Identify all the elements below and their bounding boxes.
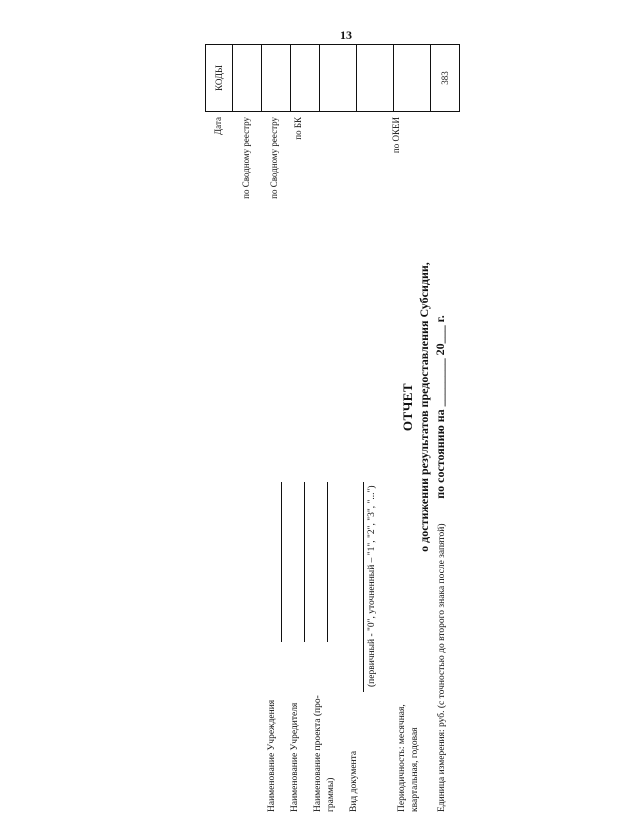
code-cell-registry-1[interactable] xyxy=(262,45,291,112)
label-periodicity-cont: квартальная, годовая xyxy=(410,727,420,812)
label-doc-type: Вид документа xyxy=(349,750,359,812)
project-line[interactable] xyxy=(327,482,328,642)
code-cell-date[interactable] xyxy=(233,45,262,112)
code-cell-blank-2[interactable] xyxy=(394,45,431,112)
institution-line[interactable] xyxy=(281,482,282,642)
code-label-bk: по БК xyxy=(293,117,303,140)
label-unit: Единица измерения: руб. (с точностью до второго знака после запятой) xyxy=(437,523,447,812)
code-cell-bk[interactable] xyxy=(320,45,357,112)
doc-type-hint: (первичный - "0", уточненный – "1", "2", "3", "...") xyxy=(367,485,377,687)
code-label-registry-1: по Сводному реестру xyxy=(241,117,251,199)
report-title: ОТЧЕТ xyxy=(400,382,415,432)
codes-header: КОДЫ xyxy=(206,45,233,112)
code-cell-registry-2[interactable] xyxy=(291,45,320,112)
label-periodicity: Периодичность: месячная, xyxy=(397,704,407,812)
report-date-line: по состоянию на ________ 20___ г. xyxy=(433,315,447,499)
label-institution: Наименование Учреждения xyxy=(267,699,277,812)
rotated-report-form xyxy=(205,2,615,812)
report-subtitle: о достижении результатов предоставления Субсидии, xyxy=(417,262,431,552)
label-project: Наименование проекта (про- xyxy=(313,695,323,812)
code-cell-okei[interactable]: 383 xyxy=(431,45,460,112)
label-project-cont: граммы) xyxy=(326,777,336,812)
code-cell-blank-1[interactable] xyxy=(357,45,394,112)
codes-table xyxy=(205,44,460,112)
code-label-registry-2: по Сводному реестру xyxy=(269,117,279,199)
doc-type-line[interactable] xyxy=(363,482,364,692)
code-label-okei: по ОКЕИ xyxy=(391,117,401,154)
page-number: 13 xyxy=(340,28,352,42)
label-founder: Наименование Учредителя xyxy=(290,702,300,812)
code-label-date: Дата xyxy=(213,117,223,135)
founder-line[interactable] xyxy=(304,482,305,642)
